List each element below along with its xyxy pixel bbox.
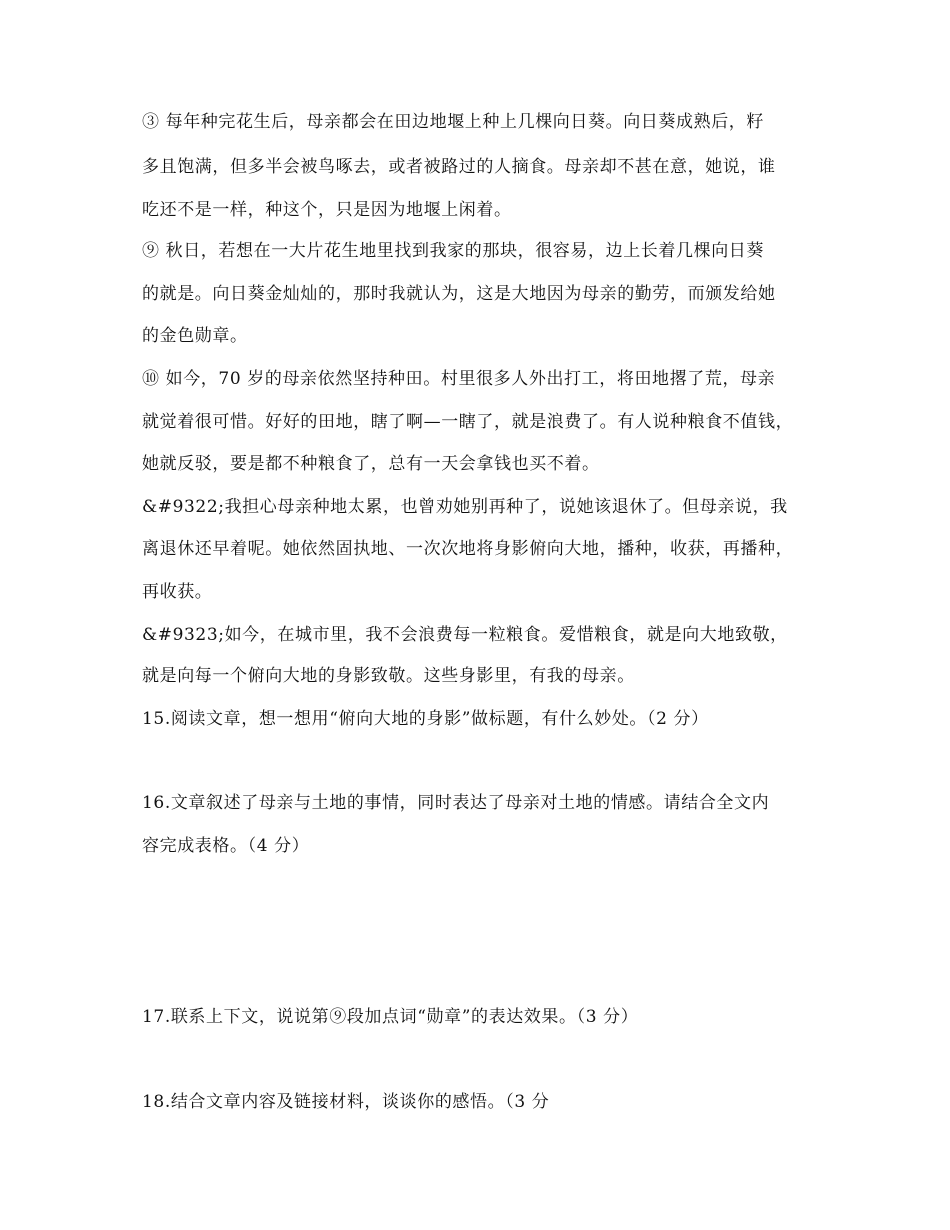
paragraph-9-line-3: 的金色勋章。: [142, 326, 248, 346]
paragraph-11-line-1: &#9322;我担心母亲种地太累，也曾劝她别再种了，说她该退休了。但母亲说，我: [142, 497, 788, 517]
question-17: 17.联系上下文，说说第⑨段加点词“勋章”的表达效果。（3 分）: [142, 1007, 639, 1027]
paragraph-11-line-3: 再收获。: [142, 582, 213, 602]
paragraph-10-line-3: 她就反驳，要是都不种粮食了，总有一天会拿钱也买不着。: [142, 454, 600, 474]
paragraph-8-line-2: 多且饱满，但多半会被鸟啄去，或者被路过的人摘食。母亲却不甚在意，她说，谁: [142, 157, 776, 177]
paragraph-12-line-1: &#9323;如今，在城市里，我不会浪费每一粒粮食。爱惜粮食，就是向大地致敬，: [142, 625, 788, 645]
paragraph-10-line-1: ⑩ 如今，70 岁的母亲依然坚持种田。村里很多人外出打工，将田地撂了荒，母亲: [142, 369, 776, 389]
question-15: 15.阅读文章，想一想用“俯向大地的身影”做标题，有什么妙处。（2 分）: [142, 709, 709, 729]
paragraph-8-line-1: ③ 每年种完花生后，母亲都会在田边地堰上种上几棵向日葵。向日葵成熟后，籽: [142, 112, 765, 132]
paragraph-9-line-2: 的就是。向日葵金灿灿的，那时我就认为，这是大地因为母亲的勤劳，而颁发给她: [142, 284, 776, 304]
question-16-line-2: 容完成表格。（4 分）: [142, 836, 310, 856]
paragraph-8-line-3: 吃还不是一样，种这个，只是因为地堰上闲着。: [142, 200, 512, 220]
paragraph-12-line-2: 就是向每一个俯向大地的身影致敬。这些身影里，有我的母亲。: [142, 666, 635, 686]
paragraph-9-line-1: ⑨ 秋日，若想在一大片花生地里找到我家的那块，很容易，边上长着几棵向日葵: [142, 241, 765, 261]
question-18: 18.结合文章内容及链接材料，谈谈你的感悟。（3 分: [142, 1092, 550, 1112]
paragraph-10-line-2: 就觉着很可惜。好好的田地，瞎了啊—一瞎了，就是浪费了。有人说种粮食不值钱，: [142, 412, 794, 432]
paragraph-11-line-2: 离退休还早着呢。她依然固执地、一次次地将身影俯向大地，播种，收获，再播种，: [142, 539, 794, 559]
question-16-line-1: 16.文章叙述了母亲与土地的事情，同时表达了母亲对土地的情感。请结合全文内: [142, 793, 770, 813]
